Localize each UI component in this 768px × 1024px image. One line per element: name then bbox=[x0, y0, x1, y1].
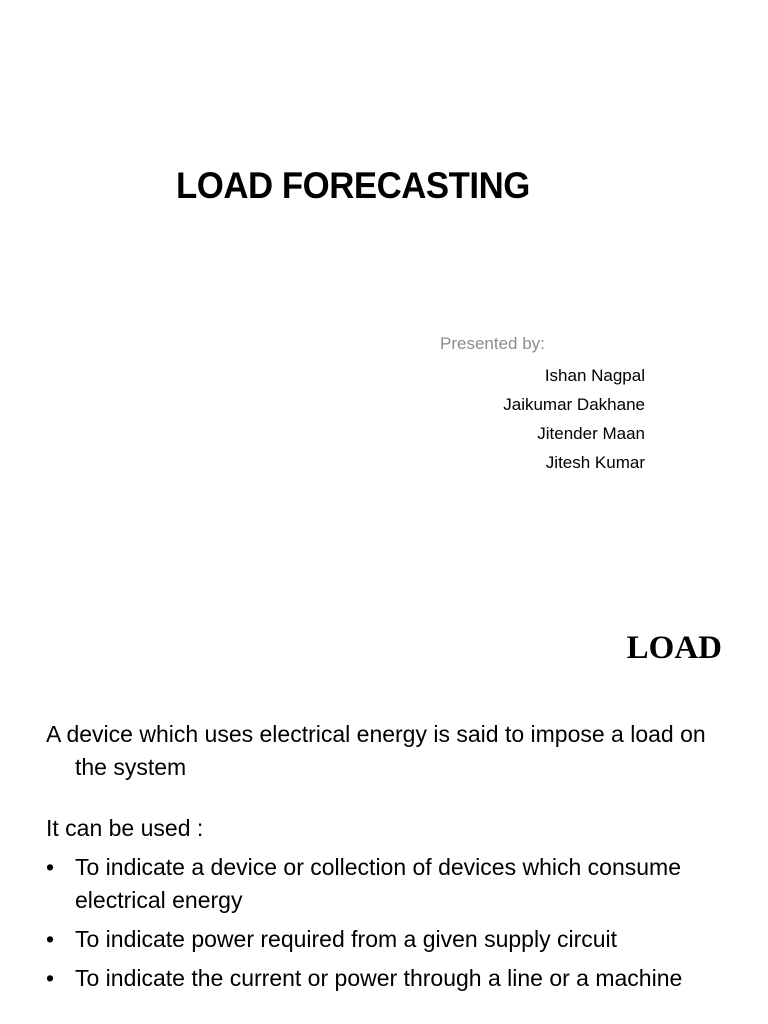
presenter-name: Jitender Maan bbox=[537, 424, 645, 443]
presenter-name: Ishan Nagpal bbox=[544, 366, 645, 385]
load-slide bbox=[0, 576, 768, 1024]
slide-title: LOAD FORECASTING bbox=[176, 165, 530, 206]
bullet-text: To indicate a device or collection of devices which consume electrical energy bbox=[75, 854, 681, 913]
bullet-icon: • bbox=[46, 854, 55, 880]
bullet-item bbox=[46, 962, 736, 995]
usage-intro: It can be used : bbox=[46, 815, 204, 841]
bullet-text: To indicate power required from a given supply circuit bbox=[75, 926, 618, 952]
presenter-list bbox=[503, 361, 645, 477]
bullet-icon: • bbox=[46, 965, 55, 991]
bullet-icon: • bbox=[46, 926, 55, 952]
bullet-item bbox=[46, 923, 736, 956]
bullet-item bbox=[46, 851, 736, 917]
definition-paragraph: A device which uses electrical energy is said to impose a load on the system bbox=[46, 721, 706, 780]
presented-by-label: Presented by: bbox=[440, 334, 545, 353]
presenter-name: Jaikumar Dakhane bbox=[503, 395, 645, 414]
presenter-name: Jitesh Kumar bbox=[545, 453, 645, 472]
slide-heading: LOAD bbox=[626, 630, 722, 666]
bullet-text: To indicate the current or power through a line or a machine bbox=[75, 965, 683, 991]
slide-body bbox=[46, 718, 736, 1001]
usage-bullet-list bbox=[46, 851, 736, 995]
